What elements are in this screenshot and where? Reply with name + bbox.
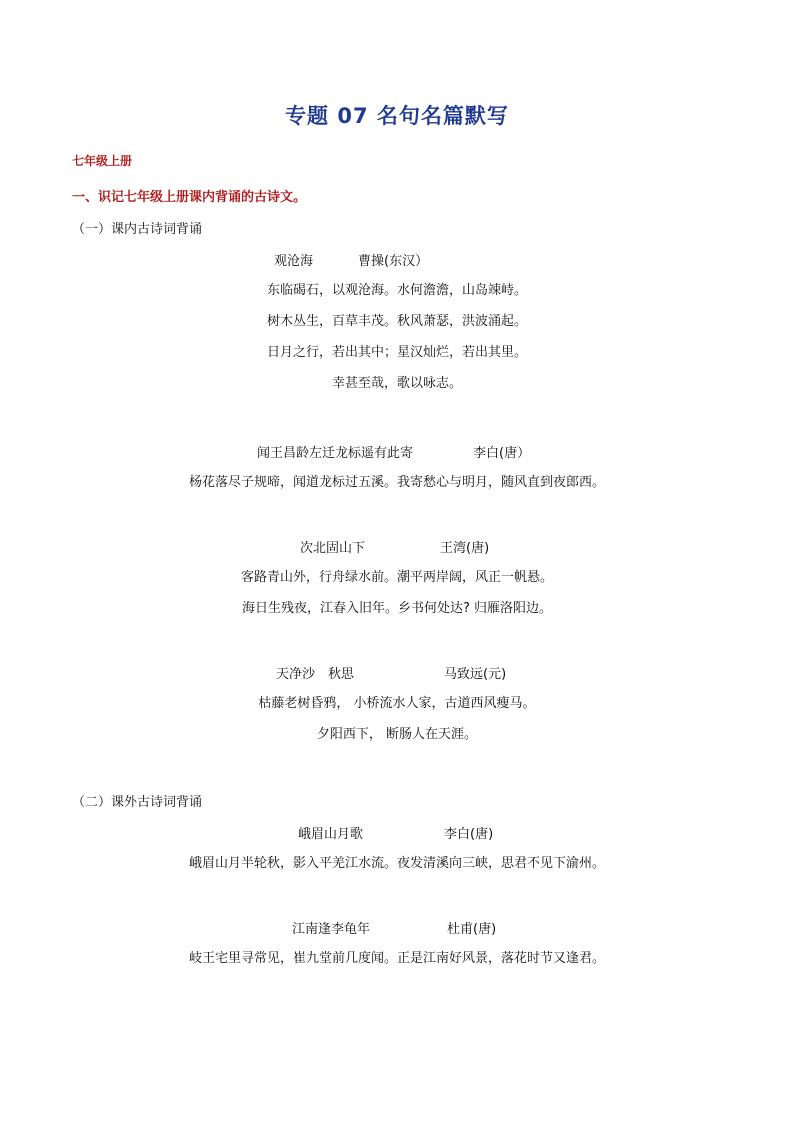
poem-line: 客路青山外，行舟绿水前。潮平两岸阔，风正一帆悬。 [240,570,553,585]
poem-line: 枯藤老树昏鸦， 小桥流水人家，古道西风瘦马。 [258,696,536,711]
poem-line: 夕阳西下， 断肠人在天涯。 [316,727,478,742]
poem-line: 岐王宅里寻常见，崔九堂前几度闻。正是江南好风景，落花时节又逢君。 [188,951,605,966]
poem-tian-jing-sha [0,663,794,756]
poem-ci-bei-gu-shan-xia [0,537,794,630]
poem-author: 马致远(元) [444,667,507,682]
poem-line: 海日生残夜，江春入旧年。乡书何处达? 归雁洛阳边。 [241,601,553,616]
poem-line: 树木丛生，百草丰茂。秋风萧瑟，洪波涌起。 [266,314,527,329]
poem-line: 峨眉山月半轮秋，影入平羌江水流。夜发清溪向三峡，思君不见下渝州。 [188,856,605,871]
poem-author: 李白(唐） [473,446,531,461]
poem-author: 王湾(唐) [440,541,490,556]
poem-title: 江南逢李龟年 [292,922,371,937]
poem-line: 日月之行，若出其中；星汉灿烂，若出其里。 [266,345,527,360]
grade-label: 七年级上册 [72,154,133,168]
poem-e-mei-shan-yue-ge [0,823,794,885]
poem-guan-cang-hai [0,250,794,405]
poem-wen-wang-changling [0,442,794,504]
poem-author: 曹操(东汉） [358,254,429,269]
poem-line: 东临碣石，以观沧海。水何澹澹，山岛竦峙。 [266,283,527,298]
subsection-heading-1: （一）课内古诗词背诵 [72,222,203,237]
poem-author: 杜甫(唐) [447,922,497,937]
page-title: 专题 07 名句名篇默写 [285,104,509,128]
subsection-heading-2: （二）课外古诗词背诵 [72,795,203,810]
section-heading: 一、识记七年级上册课内背诵的古诗文。 [72,190,307,205]
poem-title: 观沧海 [274,254,314,269]
poem-line: 杨花落尽子规啼，闻道龙标过五溪。我寄愁心与明月，随风直到夜郎西。 [188,475,605,490]
poem-author: 李白(唐) [444,827,494,842]
poem-title: 次北固山下 [300,541,366,556]
poem-title: 天净沙 秋思 [276,667,355,682]
poem-title: 峨眉山月歌 [298,827,364,842]
poem-jiang-nan-feng-li-gui-nian [0,918,794,980]
poem-title: 闻王昌龄左迁龙标遥有此寄 [257,446,414,461]
poem-line: 幸甚至哉，歌以咏志。 [331,376,462,391]
